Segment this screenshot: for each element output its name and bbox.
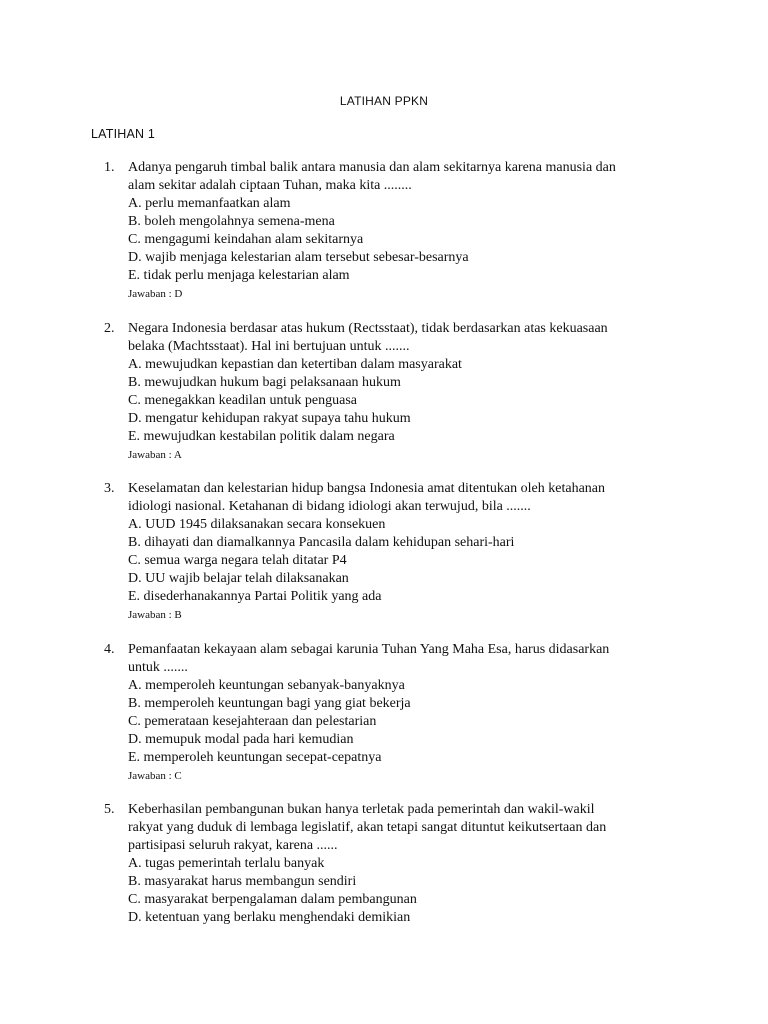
question-body <box>128 320 668 463</box>
question-text-line: untuk ....... <box>128 660 188 675</box>
question-number: 5. <box>104 802 115 817</box>
answer-option: E. tidak perlu menjaga kelestarian alam <box>128 268 350 283</box>
question-number: 1. <box>104 160 115 175</box>
answer-key: Jawaban : D <box>128 288 183 300</box>
answer-option: D. memupuk modal pada hari kemudian <box>128 732 354 747</box>
answer-key: Jawaban : B <box>128 609 182 621</box>
answer-option: A. tugas pemerintah terlalu banyak <box>128 856 325 871</box>
answer-option: D. mengatur kehidupan rakyat supaya tahu hukum <box>128 411 411 426</box>
answer-key: Jawaban : A <box>128 449 182 461</box>
answer-option: B. boleh mengolahnya semena-mena <box>128 214 335 229</box>
answer-option: D. UU wajib belajar telah dilaksanakan <box>128 571 349 586</box>
answer-key: Jawaban : C <box>128 770 182 782</box>
section-heading: LATIHAN 1 <box>91 127 156 141</box>
answer-option: E. mewujudkan kestabilan politik dalam negara <box>128 429 395 444</box>
answer-option: A. mewujudkan kepastian dan ketertiban dalam masyarakat <box>128 357 462 372</box>
answer-option: B. memperoleh keuntungan bagi yang giat bekerja <box>128 696 411 711</box>
question-text-line: Adanya pengaruh timbal balik antara manusia dan alam sekitarnya karena manusia dan <box>128 160 616 175</box>
question-number: 3. <box>104 481 115 496</box>
question-body <box>128 159 668 302</box>
answer-option: C. masyarakat berpengalaman dalam pembangunan <box>128 892 417 907</box>
answer-option: C. mengagumi keindahan alam sekitarnya <box>128 232 364 247</box>
answer-option: A. memperoleh keuntungan sebanyak-banyaknya <box>128 678 405 693</box>
question-text-line: Keselamatan dan kelestarian hidup bangsa Indonesia amat ditentukan oleh ketahanan <box>128 481 605 496</box>
answer-option: D. ketentuan yang berlaku menghendaki demikian <box>128 910 411 925</box>
answer-option: B. dihayati dan diamalkannya Pancasila dalam kehidupan sehari-hari <box>128 535 515 550</box>
answer-option: B. mewujudkan hukum bagi pelaksanaan hukum <box>128 375 401 390</box>
question-text-line: belaka (Machtsstaat). Hal ini bertujuan untuk ....... <box>128 339 410 354</box>
question-number: 4. <box>104 642 115 657</box>
question-text-line: alam sekitar adalah ciptaan Tuhan, maka kita ........ <box>128 178 412 193</box>
answer-option: E. memperoleh keuntungan secepat-cepatnya <box>128 750 382 765</box>
answer-option: A. UUD 1945 dilaksanakan secara konsekuen <box>128 517 386 532</box>
answer-option: D. wajib menjaga kelestarian alam tersebut sebesar-besarnya <box>128 250 469 265</box>
question-text-line: rakyat yang duduk di lembaga legislatif, akan tetapi sangat dituntut keikutsertaan dan <box>128 820 607 835</box>
question-text-line: partisipasi seluruh rakyat, karena ...... <box>128 838 338 853</box>
question-text-line: Negara Indonesia berdasar atas hukum (Rectsstaat), tidak berdasarkan atas kekuasaan <box>128 321 608 336</box>
question-body <box>128 641 668 784</box>
question-body <box>128 480 668 623</box>
document-title: LATIHAN PPKN <box>339 94 429 108</box>
question-body <box>128 801 668 927</box>
answer-option: C. pemerataan kesejahteraan dan pelestarian <box>128 714 377 729</box>
answer-option: C. semua warga negara telah ditatar P4 <box>128 553 347 568</box>
question-text-line: Keberhasilan pembangunan bukan hanya terletak pada pemerintah dan wakil-wakil <box>128 802 595 817</box>
question-text-line: Pemanfaatan kekayaan alam sebagai karunia Tuhan Yang Maha Esa, harus didasarkan <box>128 642 610 657</box>
answer-option: E. disederhanakannya Partai Politik yang ada <box>128 589 382 604</box>
answer-option: A. perlu memanfaatkan alam <box>128 196 291 211</box>
question-number: 2. <box>104 321 115 336</box>
answer-option: B. masyarakat harus membangun sendiri <box>128 874 357 889</box>
answer-option: C. menegakkan keadilan untuk penguasa <box>128 393 357 408</box>
question-text-line: idiologi nasional. Ketahanan di bidang idiologi akan terwujud, bila ....... <box>128 499 531 514</box>
